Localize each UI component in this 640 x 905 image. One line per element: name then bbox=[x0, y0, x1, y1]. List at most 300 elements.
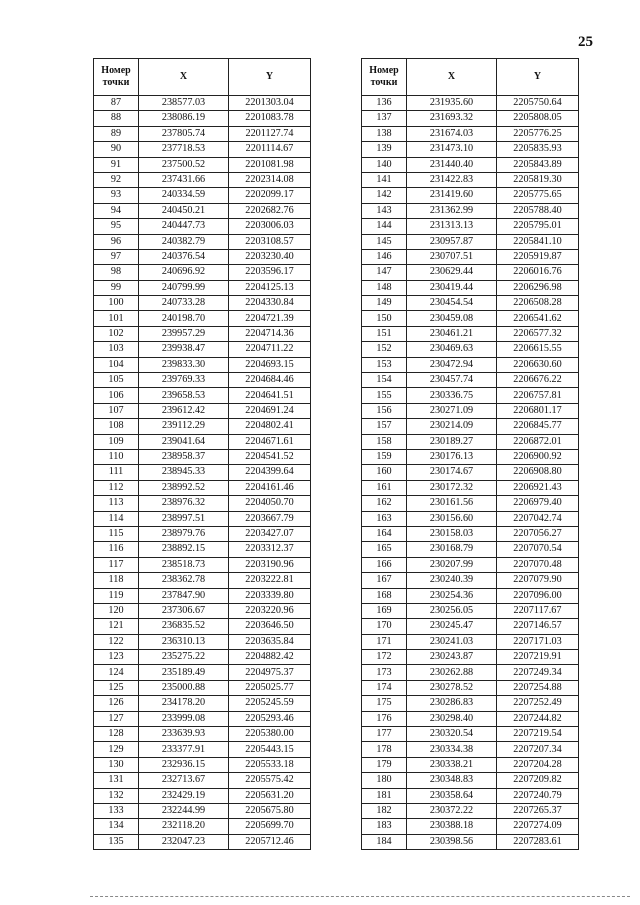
x-coordinate-cell: 230174.67 bbox=[407, 465, 497, 480]
header-point-number bbox=[362, 59, 407, 96]
x-coordinate-cell: 238362.78 bbox=[139, 573, 229, 588]
point-number-cell: 134 bbox=[94, 819, 139, 834]
y-coordinate-cell: 2201303.04 bbox=[229, 96, 311, 111]
point-number-cell: 161 bbox=[362, 480, 407, 495]
point-number-cell: 142 bbox=[362, 188, 407, 203]
y-coordinate-cell: 2206508.28 bbox=[497, 296, 579, 311]
point-number-cell: 128 bbox=[94, 727, 139, 742]
y-coordinate-cell: 2204671.61 bbox=[229, 434, 311, 449]
table-row bbox=[362, 480, 579, 495]
table-row bbox=[94, 111, 311, 126]
x-coordinate-cell: 236310.13 bbox=[139, 634, 229, 649]
x-coordinate-cell: 240696.92 bbox=[139, 265, 229, 280]
table-row bbox=[94, 419, 311, 434]
point-number-cell: 178 bbox=[362, 742, 407, 757]
point-number-cell: 113 bbox=[94, 496, 139, 511]
table-row bbox=[362, 342, 579, 357]
table-row bbox=[94, 819, 311, 834]
point-number-cell: 160 bbox=[362, 465, 407, 480]
y-coordinate-cell: 2203667.79 bbox=[229, 511, 311, 526]
y-coordinate-cell: 2205776.25 bbox=[497, 126, 579, 141]
point-number-cell: 139 bbox=[362, 142, 407, 157]
x-coordinate-cell: 239769.33 bbox=[139, 373, 229, 388]
point-number-cell: 109 bbox=[94, 434, 139, 449]
x-coordinate-cell: 232047.23 bbox=[139, 834, 229, 849]
y-coordinate-cell: 2204802.41 bbox=[229, 419, 311, 434]
y-coordinate-cell: 2207274.09 bbox=[497, 819, 579, 834]
table-row bbox=[94, 172, 311, 187]
y-coordinate-cell: 2207209.82 bbox=[497, 773, 579, 788]
x-coordinate-cell: 240447.73 bbox=[139, 219, 229, 234]
table-row bbox=[94, 265, 311, 280]
x-coordinate-cell: 239041.64 bbox=[139, 434, 229, 449]
point-number-cell: 149 bbox=[362, 296, 407, 311]
y-coordinate-cell: 2206577.32 bbox=[497, 326, 579, 341]
x-coordinate-cell: 232429.19 bbox=[139, 788, 229, 803]
point-number-cell: 147 bbox=[362, 265, 407, 280]
y-coordinate-cell: 2203339.80 bbox=[229, 588, 311, 603]
y-coordinate-cell: 2206541.62 bbox=[497, 311, 579, 326]
x-coordinate-cell: 230358.64 bbox=[407, 788, 497, 803]
point-number-cell: 175 bbox=[362, 696, 407, 711]
table-row bbox=[362, 542, 579, 557]
point-number-cell: 172 bbox=[362, 650, 407, 665]
point-number-cell: 148 bbox=[362, 280, 407, 295]
x-coordinate-cell: 238518.73 bbox=[139, 557, 229, 572]
y-coordinate-cell: 2204721.39 bbox=[229, 311, 311, 326]
y-coordinate-cell: 2202682.76 bbox=[229, 203, 311, 218]
point-number-cell: 103 bbox=[94, 342, 139, 357]
table-row bbox=[362, 265, 579, 280]
table-row bbox=[362, 172, 579, 187]
y-coordinate-cell: 2205293.46 bbox=[229, 711, 311, 726]
x-coordinate-cell: 230320.54 bbox=[407, 727, 497, 742]
y-coordinate-cell: 2206921.43 bbox=[497, 480, 579, 495]
table-row bbox=[362, 742, 579, 757]
y-coordinate-cell: 2203596.17 bbox=[229, 265, 311, 280]
table-row bbox=[362, 788, 579, 803]
point-number-cell: 140 bbox=[362, 157, 407, 172]
y-coordinate-cell: 2206615.55 bbox=[497, 342, 579, 357]
table-row bbox=[94, 773, 311, 788]
point-number-cell: 115 bbox=[94, 526, 139, 541]
x-coordinate-cell: 230161.56 bbox=[407, 496, 497, 511]
table-row bbox=[94, 465, 311, 480]
y-coordinate-cell: 2207219.54 bbox=[497, 727, 579, 742]
point-number-cell: 114 bbox=[94, 511, 139, 526]
point-number-cell: 156 bbox=[362, 403, 407, 418]
table-row bbox=[94, 203, 311, 218]
x-coordinate-cell: 230271.09 bbox=[407, 403, 497, 418]
y-coordinate-cell: 2207254.88 bbox=[497, 680, 579, 695]
y-coordinate-cell: 2204330.84 bbox=[229, 296, 311, 311]
point-number-cell: 183 bbox=[362, 819, 407, 834]
y-coordinate-cell: 2204711.22 bbox=[229, 342, 311, 357]
table-row bbox=[362, 634, 579, 649]
x-coordinate-cell: 239957.29 bbox=[139, 326, 229, 341]
x-coordinate-cell: 237306.67 bbox=[139, 603, 229, 618]
y-coordinate-cell: 2205245.59 bbox=[229, 696, 311, 711]
y-coordinate-cell: 2203220.96 bbox=[229, 603, 311, 618]
table-row bbox=[94, 619, 311, 634]
header-x: X bbox=[139, 59, 229, 96]
y-coordinate-cell: 2205819.30 bbox=[497, 172, 579, 187]
y-coordinate-cell: 2205533.18 bbox=[229, 757, 311, 772]
y-coordinate-cell: 2206016.76 bbox=[497, 265, 579, 280]
x-coordinate-cell: 230336.75 bbox=[407, 388, 497, 403]
point-number-cell: 132 bbox=[94, 788, 139, 803]
y-coordinate-cell: 2206908.80 bbox=[497, 465, 579, 480]
point-number-cell: 123 bbox=[94, 650, 139, 665]
table-row bbox=[94, 96, 311, 111]
table-row bbox=[94, 680, 311, 695]
table-row bbox=[94, 665, 311, 680]
y-coordinate-cell: 2206296.98 bbox=[497, 280, 579, 295]
table-row bbox=[94, 511, 311, 526]
table-row bbox=[362, 388, 579, 403]
point-number-cell: 138 bbox=[362, 126, 407, 141]
x-coordinate-cell: 240376.54 bbox=[139, 249, 229, 264]
header-number-line2: точки bbox=[102, 77, 130, 88]
y-coordinate-cell: 2203312.37 bbox=[229, 542, 311, 557]
point-number-cell: 158 bbox=[362, 434, 407, 449]
table-row bbox=[94, 311, 311, 326]
table-row bbox=[94, 234, 311, 249]
x-coordinate-cell: 230158.03 bbox=[407, 526, 497, 541]
x-coordinate-cell: 237805.74 bbox=[139, 126, 229, 141]
x-coordinate-cell: 230278.52 bbox=[407, 680, 497, 695]
table-row bbox=[362, 419, 579, 434]
table-row bbox=[362, 142, 579, 157]
point-number-cell: 180 bbox=[362, 773, 407, 788]
x-coordinate-cell: 230207.99 bbox=[407, 557, 497, 572]
x-coordinate-cell: 230254.36 bbox=[407, 588, 497, 603]
x-coordinate-cell: 235189.49 bbox=[139, 665, 229, 680]
y-coordinate-cell: 2203006.03 bbox=[229, 219, 311, 234]
point-number-cell: 167 bbox=[362, 573, 407, 588]
table-row bbox=[94, 157, 311, 172]
table-row bbox=[94, 388, 311, 403]
x-coordinate-cell: 230286.83 bbox=[407, 696, 497, 711]
point-number-cell: 130 bbox=[94, 757, 139, 772]
table-row bbox=[94, 788, 311, 803]
point-number-cell: 157 bbox=[362, 419, 407, 434]
x-coordinate-cell: 232713.67 bbox=[139, 773, 229, 788]
point-number-cell: 166 bbox=[362, 557, 407, 572]
x-coordinate-cell: 230419.44 bbox=[407, 280, 497, 295]
x-coordinate-cell: 239833.30 bbox=[139, 357, 229, 372]
x-coordinate-cell: 230629.44 bbox=[407, 265, 497, 280]
x-coordinate-cell: 230457.74 bbox=[407, 373, 497, 388]
y-coordinate-cell: 2203646.50 bbox=[229, 619, 311, 634]
table-row bbox=[94, 280, 311, 295]
header-number-line1: Номер bbox=[101, 65, 131, 76]
x-coordinate-cell: 230707.51 bbox=[407, 249, 497, 264]
y-coordinate-cell: 2206630.60 bbox=[497, 357, 579, 372]
point-number-cell: 135 bbox=[94, 834, 139, 849]
x-coordinate-cell: 238979.76 bbox=[139, 526, 229, 541]
point-number-cell: 152 bbox=[362, 342, 407, 357]
point-number-cell: 97 bbox=[94, 249, 139, 264]
x-coordinate-cell: 238976.32 bbox=[139, 496, 229, 511]
y-coordinate-cell: 2204125.13 bbox=[229, 280, 311, 295]
x-coordinate-cell: 233999.08 bbox=[139, 711, 229, 726]
y-coordinate-cell: 2203635.84 bbox=[229, 634, 311, 649]
coordinates-table-right bbox=[361, 58, 579, 850]
x-coordinate-cell: 230176.13 bbox=[407, 449, 497, 464]
x-coordinate-cell: 230398.56 bbox=[407, 834, 497, 849]
x-coordinate-cell: 237431.66 bbox=[139, 172, 229, 187]
table-row bbox=[94, 634, 311, 649]
y-coordinate-cell: 2207146.57 bbox=[497, 619, 579, 634]
y-coordinate-cell: 2204714.36 bbox=[229, 326, 311, 341]
table-row bbox=[362, 588, 579, 603]
point-number-cell: 96 bbox=[94, 234, 139, 249]
point-number-cell: 118 bbox=[94, 573, 139, 588]
table-row bbox=[362, 773, 579, 788]
point-number-cell: 169 bbox=[362, 603, 407, 618]
y-coordinate-cell: 2207244.82 bbox=[497, 711, 579, 726]
table-row bbox=[362, 727, 579, 742]
table-row bbox=[362, 296, 579, 311]
y-coordinate-cell: 2204684.46 bbox=[229, 373, 311, 388]
point-number-cell: 159 bbox=[362, 449, 407, 464]
y-coordinate-cell: 2205835.93 bbox=[497, 142, 579, 157]
table-row bbox=[94, 696, 311, 711]
table-row bbox=[94, 219, 311, 234]
table-row bbox=[362, 203, 579, 218]
y-coordinate-cell: 2206872.01 bbox=[497, 434, 579, 449]
table-row bbox=[94, 142, 311, 157]
x-coordinate-cell: 236835.52 bbox=[139, 619, 229, 634]
y-coordinate-cell: 2206676.22 bbox=[497, 373, 579, 388]
x-coordinate-cell: 240382.79 bbox=[139, 234, 229, 249]
header-point-number bbox=[94, 59, 139, 96]
x-coordinate-cell: 240450.21 bbox=[139, 203, 229, 218]
x-coordinate-cell: 230334.38 bbox=[407, 742, 497, 757]
y-coordinate-cell: 2204161.46 bbox=[229, 480, 311, 495]
point-number-cell: 171 bbox=[362, 634, 407, 649]
point-number-cell: 153 bbox=[362, 357, 407, 372]
table-row bbox=[94, 588, 311, 603]
point-number-cell: 125 bbox=[94, 680, 139, 695]
y-coordinate-cell: 2207096.00 bbox=[497, 588, 579, 603]
y-coordinate-cell: 2205675.80 bbox=[229, 803, 311, 818]
y-coordinate-cell: 2205443.15 bbox=[229, 742, 311, 757]
point-number-cell: 144 bbox=[362, 219, 407, 234]
y-coordinate-cell: 2206757.81 bbox=[497, 388, 579, 403]
y-coordinate-cell: 2207042.74 bbox=[497, 511, 579, 526]
y-coordinate-cell: 2205795.01 bbox=[497, 219, 579, 234]
x-coordinate-cell: 230262.88 bbox=[407, 665, 497, 680]
point-number-cell: 104 bbox=[94, 357, 139, 372]
y-coordinate-cell: 2203230.40 bbox=[229, 249, 311, 264]
point-number-cell: 163 bbox=[362, 511, 407, 526]
point-number-cell: 105 bbox=[94, 373, 139, 388]
point-number-cell: 88 bbox=[94, 111, 139, 126]
x-coordinate-cell: 240198.70 bbox=[139, 311, 229, 326]
y-coordinate-cell: 2207079.90 bbox=[497, 573, 579, 588]
x-coordinate-cell: 237718.53 bbox=[139, 142, 229, 157]
x-coordinate-cell: 233377.91 bbox=[139, 742, 229, 757]
x-coordinate-cell: 230454.54 bbox=[407, 296, 497, 311]
y-coordinate-cell: 2206845.77 bbox=[497, 419, 579, 434]
y-coordinate-cell: 2207265.37 bbox=[497, 803, 579, 818]
x-coordinate-cell: 240733.28 bbox=[139, 296, 229, 311]
x-coordinate-cell: 238997.51 bbox=[139, 511, 229, 526]
x-coordinate-cell: 230241.03 bbox=[407, 634, 497, 649]
y-coordinate-cell: 2205841.10 bbox=[497, 234, 579, 249]
table-row bbox=[94, 711, 311, 726]
x-coordinate-cell: 231674.03 bbox=[407, 126, 497, 141]
y-coordinate-cell: 2207056.27 bbox=[497, 526, 579, 541]
x-coordinate-cell: 230388.18 bbox=[407, 819, 497, 834]
point-number-cell: 131 bbox=[94, 773, 139, 788]
y-coordinate-cell: 2205750.64 bbox=[497, 96, 579, 111]
x-coordinate-cell: 230172.32 bbox=[407, 480, 497, 495]
x-coordinate-cell: 234178.20 bbox=[139, 696, 229, 711]
point-number-cell: 173 bbox=[362, 665, 407, 680]
y-coordinate-cell: 2206979.40 bbox=[497, 496, 579, 511]
x-coordinate-cell: 230214.09 bbox=[407, 419, 497, 434]
table-row bbox=[94, 357, 311, 372]
point-number-cell: 101 bbox=[94, 311, 139, 326]
point-number-cell: 154 bbox=[362, 373, 407, 388]
x-coordinate-cell: 231422.83 bbox=[407, 172, 497, 187]
y-coordinate-cell: 2207070.54 bbox=[497, 542, 579, 557]
table-row bbox=[362, 280, 579, 295]
x-coordinate-cell: 230372.22 bbox=[407, 803, 497, 818]
point-number-cell: 100 bbox=[94, 296, 139, 311]
footer-scan-line bbox=[90, 896, 630, 897]
y-coordinate-cell: 2207240.79 bbox=[497, 788, 579, 803]
x-coordinate-cell: 231362.99 bbox=[407, 203, 497, 218]
table-row bbox=[362, 188, 579, 203]
point-number-cell: 90 bbox=[94, 142, 139, 157]
y-coordinate-cell: 2202314.08 bbox=[229, 172, 311, 187]
point-number-cell: 151 bbox=[362, 326, 407, 341]
y-coordinate-cell: 2203427.07 bbox=[229, 526, 311, 541]
coordinates-table-left bbox=[93, 58, 311, 850]
x-coordinate-cell: 230459.08 bbox=[407, 311, 497, 326]
table-row bbox=[362, 111, 579, 126]
point-number-cell: 122 bbox=[94, 634, 139, 649]
y-coordinate-cell: 2207249.34 bbox=[497, 665, 579, 680]
table-row bbox=[94, 126, 311, 141]
point-number-cell: 121 bbox=[94, 619, 139, 634]
table-row bbox=[362, 819, 579, 834]
point-number-cell: 162 bbox=[362, 496, 407, 511]
table-row bbox=[94, 496, 311, 511]
point-number-cell: 119 bbox=[94, 588, 139, 603]
x-coordinate-cell: 239938.47 bbox=[139, 342, 229, 357]
y-coordinate-cell: 2203222.81 bbox=[229, 573, 311, 588]
point-number-cell: 176 bbox=[362, 711, 407, 726]
point-number-cell: 181 bbox=[362, 788, 407, 803]
table-row bbox=[362, 249, 579, 264]
y-coordinate-cell: 2205919.87 bbox=[497, 249, 579, 264]
table-row bbox=[362, 573, 579, 588]
table-row bbox=[362, 126, 579, 141]
table-row bbox=[362, 803, 579, 818]
table-row bbox=[362, 557, 579, 572]
x-coordinate-cell: 231313.13 bbox=[407, 219, 497, 234]
y-coordinate-cell: 2205025.77 bbox=[229, 680, 311, 695]
x-coordinate-cell: 239112.29 bbox=[139, 419, 229, 434]
table-row bbox=[94, 403, 311, 418]
x-coordinate-cell: 237847.90 bbox=[139, 588, 229, 603]
x-coordinate-cell: 230472.94 bbox=[407, 357, 497, 372]
point-number-cell: 117 bbox=[94, 557, 139, 572]
x-coordinate-cell: 240334.59 bbox=[139, 188, 229, 203]
point-number-cell: 95 bbox=[94, 219, 139, 234]
point-number-cell: 99 bbox=[94, 280, 139, 295]
y-coordinate-cell: 2207219.91 bbox=[497, 650, 579, 665]
point-number-cell: 155 bbox=[362, 388, 407, 403]
table-row bbox=[362, 680, 579, 695]
table-row bbox=[362, 650, 579, 665]
table-row bbox=[362, 603, 579, 618]
table-row bbox=[362, 696, 579, 711]
y-coordinate-cell: 2201081.98 bbox=[229, 157, 311, 172]
y-coordinate-cell: 2205699.70 bbox=[229, 819, 311, 834]
y-coordinate-cell: 2205380.00 bbox=[229, 727, 311, 742]
y-coordinate-cell: 2204691.24 bbox=[229, 403, 311, 418]
table-row bbox=[94, 188, 311, 203]
point-number-cell: 110 bbox=[94, 449, 139, 464]
table-row bbox=[362, 311, 579, 326]
x-coordinate-cell: 232936.15 bbox=[139, 757, 229, 772]
x-coordinate-cell: 230957.87 bbox=[407, 234, 497, 249]
point-number-cell: 143 bbox=[362, 203, 407, 218]
point-number-cell: 120 bbox=[94, 603, 139, 618]
point-number-cell: 170 bbox=[362, 619, 407, 634]
table-row bbox=[94, 342, 311, 357]
x-coordinate-cell: 231473.10 bbox=[407, 142, 497, 157]
y-coordinate-cell: 2205808.05 bbox=[497, 111, 579, 126]
y-coordinate-cell: 2204399.64 bbox=[229, 465, 311, 480]
y-coordinate-cell: 2204975.37 bbox=[229, 665, 311, 680]
point-number-cell: 107 bbox=[94, 403, 139, 418]
y-coordinate-cell: 2206900.92 bbox=[497, 449, 579, 464]
table-row bbox=[94, 434, 311, 449]
table-row bbox=[362, 373, 579, 388]
table-row bbox=[362, 526, 579, 541]
header-y: Y bbox=[229, 59, 311, 96]
x-coordinate-cell: 231440.40 bbox=[407, 157, 497, 172]
point-number-cell: 174 bbox=[362, 680, 407, 695]
point-number-cell: 127 bbox=[94, 711, 139, 726]
table-row bbox=[94, 296, 311, 311]
x-coordinate-cell: 232244.99 bbox=[139, 803, 229, 818]
x-coordinate-cell: 233639.93 bbox=[139, 727, 229, 742]
y-coordinate-cell: 2203108.57 bbox=[229, 234, 311, 249]
table-row bbox=[94, 573, 311, 588]
point-number-cell: 168 bbox=[362, 588, 407, 603]
y-coordinate-cell: 2202099.17 bbox=[229, 188, 311, 203]
x-coordinate-cell: 231935.60 bbox=[407, 96, 497, 111]
point-number-cell: 93 bbox=[94, 188, 139, 203]
point-number-cell: 182 bbox=[362, 803, 407, 818]
table-row bbox=[94, 249, 311, 264]
x-coordinate-cell: 238945.33 bbox=[139, 465, 229, 480]
table-row bbox=[362, 326, 579, 341]
y-coordinate-cell: 2204541.52 bbox=[229, 449, 311, 464]
table-row bbox=[362, 449, 579, 464]
y-coordinate-cell: 2205775.65 bbox=[497, 188, 579, 203]
table-row bbox=[94, 480, 311, 495]
table-row bbox=[94, 834, 311, 849]
